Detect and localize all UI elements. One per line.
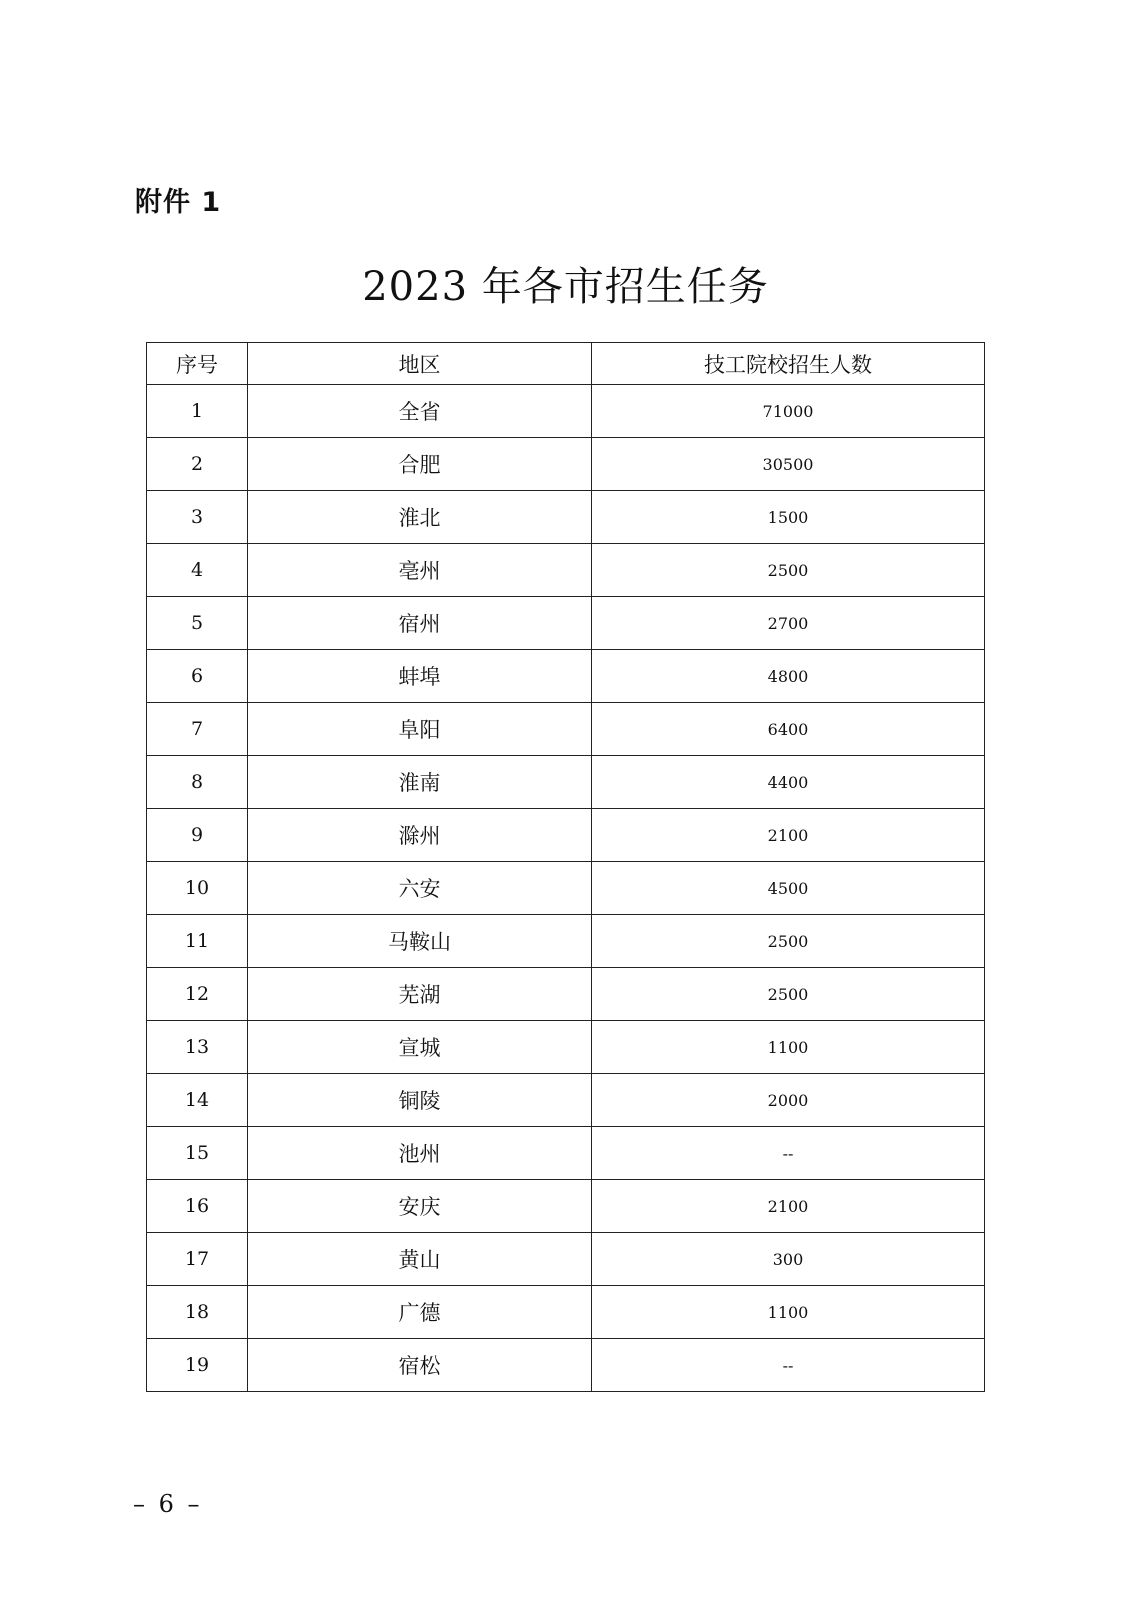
row-index-cell: 2 [147,438,248,491]
table-row [147,1233,985,1286]
table-row [147,1180,985,1233]
table-row [147,809,985,862]
enrollment-count-cell: 1100 [592,1021,985,1074]
table-row [147,491,985,544]
region-cell: 宿松 [248,1339,592,1392]
table-body [147,385,985,1392]
document-title: 2023 年各市招生任务 [362,264,769,310]
table-row [147,438,985,491]
region-cell: 铜陵 [248,1074,592,1127]
header-index: 序号 [147,343,248,385]
region-cell: 池州 [248,1127,592,1180]
row-index-cell: 5 [147,597,248,650]
enrollment-quota-table [146,342,985,1392]
row-index-cell: 1 [147,385,248,438]
row-index-cell: 6 [147,650,248,703]
row-index-cell: 14 [147,1074,248,1127]
row-index-cell: 4 [147,544,248,597]
table-row [147,1074,985,1127]
row-index-cell: 15 [147,1127,248,1180]
row-index-cell: 18 [147,1286,248,1339]
table-row [147,385,985,438]
enrollment-count-cell: 2500 [592,544,985,597]
table-row [147,915,985,968]
row-index-cell: 3 [147,491,248,544]
enrollment-count-cell: 300 [592,1233,985,1286]
table-row [147,862,985,915]
table-row [147,1339,985,1392]
region-cell: 全省 [248,385,592,438]
enrollment-count-cell: 2100 [592,1180,985,1233]
enrollment-count-cell: 1100 [592,1286,985,1339]
region-cell: 淮北 [248,491,592,544]
table-row [147,1286,985,1339]
row-index-cell: 17 [147,1233,248,1286]
table-row [147,650,985,703]
header-region: 地区 [248,343,592,385]
table-row [147,1127,985,1180]
region-cell: 淮南 [248,756,592,809]
table-row [147,756,985,809]
region-cell: 马鞍山 [248,915,592,968]
region-cell: 黄山 [248,1233,592,1286]
enrollment-count-cell: 30500 [592,438,985,491]
row-index-cell: 16 [147,1180,248,1233]
enrollment-count-cell: 6400 [592,703,985,756]
region-cell: 滁州 [248,809,592,862]
table-row [147,1021,985,1074]
enrollment-count-cell: 2000 [592,1074,985,1127]
table-header-row [147,343,985,385]
enrollment-count-cell: 2100 [592,809,985,862]
table-row [147,544,985,597]
row-index-cell: 13 [147,1021,248,1074]
region-cell: 阜阳 [248,703,592,756]
row-index-cell: 19 [147,1339,248,1392]
row-index-cell: 8 [147,756,248,809]
enrollment-count-cell: 2700 [592,597,985,650]
region-cell: 合肥 [248,438,592,491]
region-cell: 广德 [248,1286,592,1339]
attachment-label: 附件 1 [135,187,222,218]
enrollment-count-cell: 2500 [592,968,985,1021]
enrollment-count-cell: 4500 [592,862,985,915]
table-row [147,597,985,650]
row-index-cell: 9 [147,809,248,862]
row-index-cell: 11 [147,915,248,968]
table-row [147,703,985,756]
enrollment-count-cell: 1500 [592,491,985,544]
region-cell: 亳州 [248,544,592,597]
region-cell: 六安 [248,862,592,915]
enrollment-count-cell: -- [592,1339,985,1392]
row-index-cell: 12 [147,968,248,1021]
row-index-cell: 7 [147,703,248,756]
enrollment-count-cell: 71000 [592,385,985,438]
region-cell: 蚌埠 [248,650,592,703]
region-cell: 宿州 [248,597,592,650]
enrollment-count-cell: 2500 [592,915,985,968]
region-cell: 芜湖 [248,968,592,1021]
region-cell: 宣城 [248,1021,592,1074]
enrollment-count-cell: 4800 [592,650,985,703]
region-cell: 安庆 [248,1180,592,1233]
page-number: – 6 – [133,1490,203,1518]
table-row [147,968,985,1021]
row-index-cell: 10 [147,862,248,915]
header-enrollment-count: 技工院校招生人数 [592,343,985,385]
enrollment-count-cell: 4400 [592,756,985,809]
enrollment-count-cell: -- [592,1127,985,1180]
